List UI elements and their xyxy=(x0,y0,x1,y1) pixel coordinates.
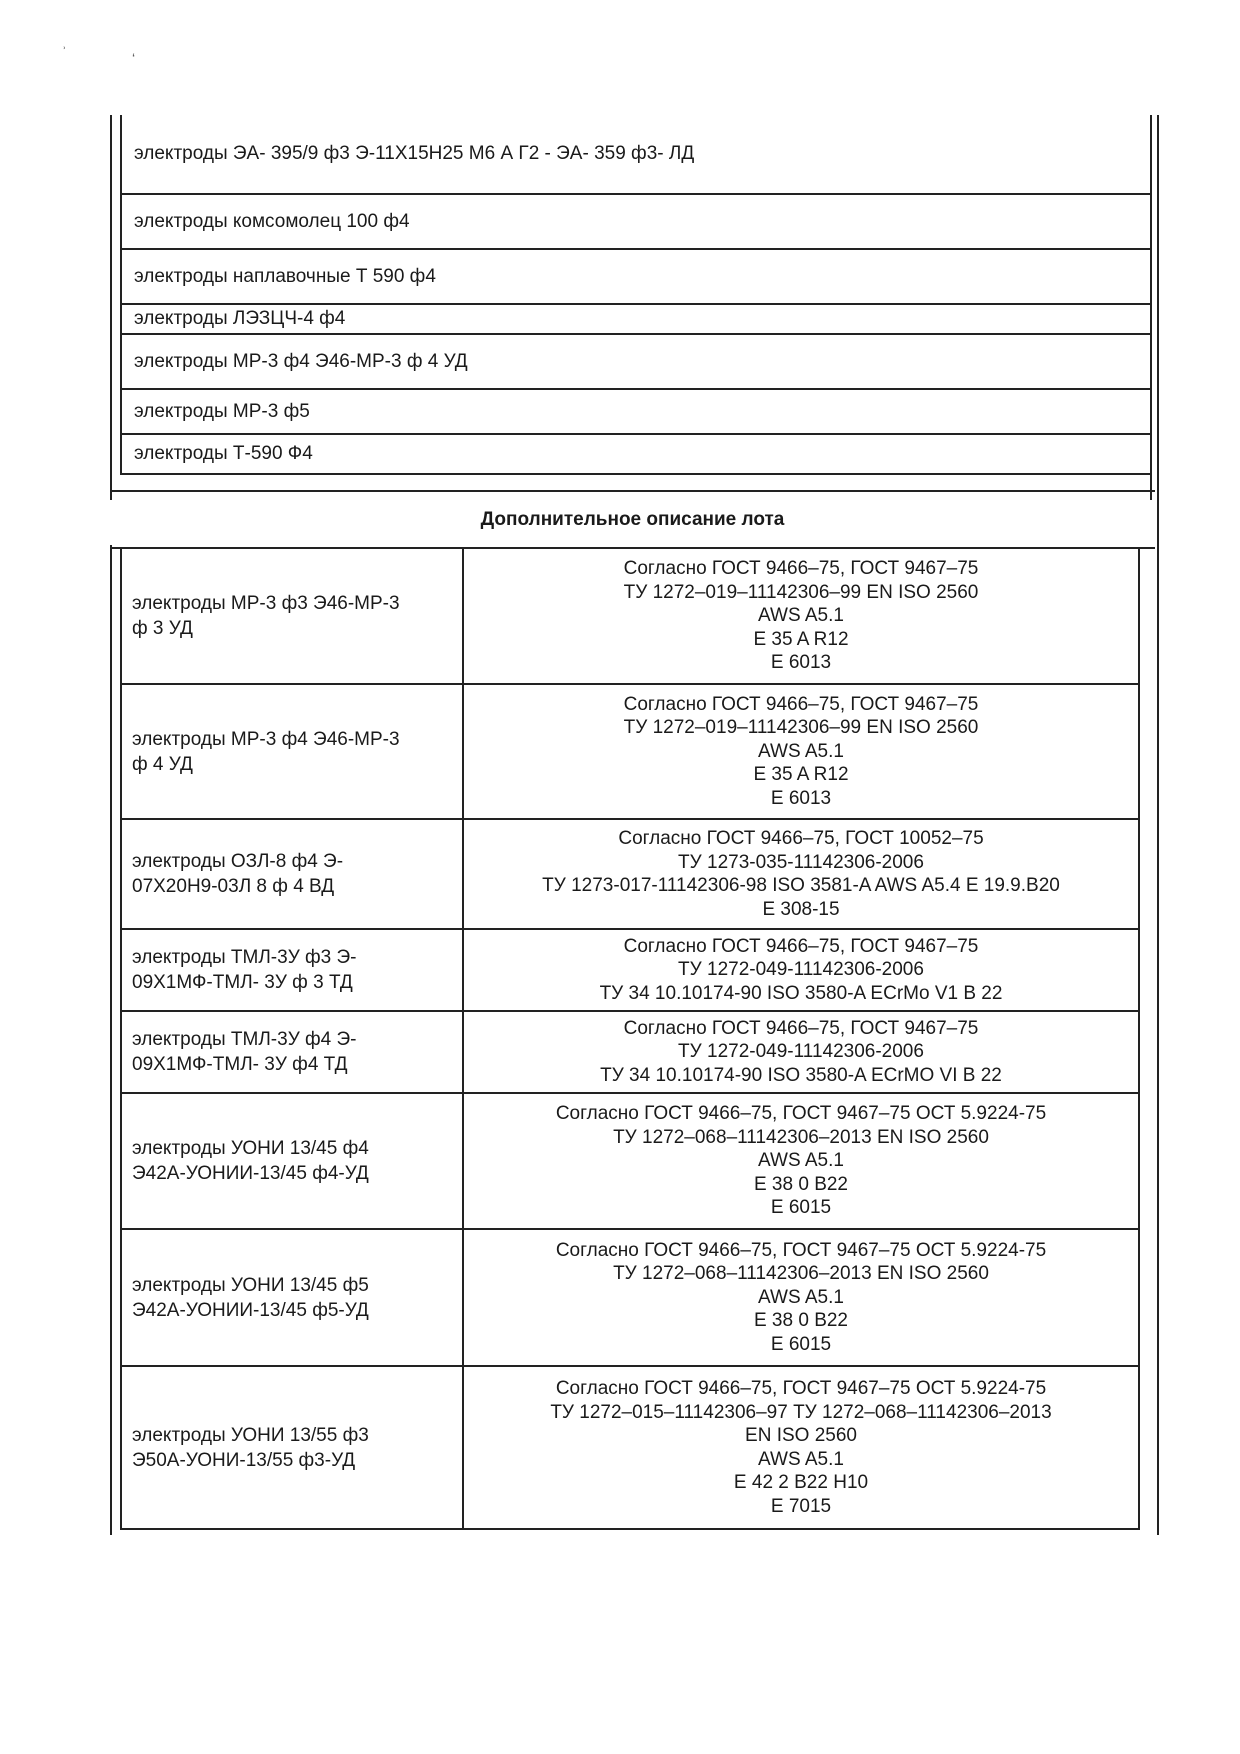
frame-line-left-lower xyxy=(110,545,112,1535)
electrode-name-cell: электроды УОНИ 13/55 ф3 Э50А-УОНИ-13/55 ф3-УД xyxy=(121,1366,463,1529)
frame-line-right-outer xyxy=(1157,115,1159,1535)
electrode-name-cell: электроды ТМЛ-3У ф3 Э- 09Х1МФ-ТМЛ- 3У ф 3 ТД xyxy=(121,929,463,1011)
scan-mark: ʾ xyxy=(62,44,67,60)
table-row xyxy=(121,1229,1139,1366)
standards-cell: Согласно ГОСТ 9466–75, ГОСТ 9467–75 ТУ 1272-049-11142306-2006 ТУ 34 10.10174-90 ISO 3580-A ECrMo V1 B 22 xyxy=(463,929,1139,1011)
table-row xyxy=(121,684,1139,819)
electrode-name-cell: электроды МР-3 ф4 Э46-МР-3 ф 4 УД xyxy=(121,684,463,819)
electrode-list xyxy=(120,115,1152,475)
standards-cell: Согласно ГОСТ 9466–75, ГОСТ 10052–75 ТУ 1273-035-11142306-2006 ТУ 1273-017-11142306-98 ISO 3581-A AWS A5.4 E 19.9.B20 E 308-15 xyxy=(463,819,1139,929)
electrode-name-cell: электроды УОНИ 13/45 ф5 Э42А-УОНИИ-13/45 ф5-УД xyxy=(121,1229,463,1366)
table-row xyxy=(121,1093,1139,1229)
table-row xyxy=(121,819,1139,929)
electrode-name-cell: электроды ОЗЛ-8 ф4 Э- 07Х20Н9-03Л 8 ф 4 ВД xyxy=(121,819,463,929)
standards-cell: Согласно ГОСТ 9466–75, ГОСТ 9467–75 ОСТ 5.9224-75 ТУ 1272–015–11142306–97 ТУ 1272–068–11142306–2013 EN ISO 2560 AWS A5.1 E 42 2 B22 H10 E 7015 xyxy=(463,1366,1139,1529)
standards-cell: Согласно ГОСТ 9466–75, ГОСТ 9467–75 ТУ 1272-049-11142306-2006 ТУ 34 10.10174-90 ISO 3580-A ECrMO VI B 22 xyxy=(463,1011,1139,1093)
list-item: электроды Т-590 Ф4 xyxy=(122,435,1150,475)
table-row xyxy=(121,1366,1139,1529)
list-item: электроды комсомолец 100 ф4 xyxy=(122,195,1150,250)
table-row xyxy=(121,1011,1139,1093)
standards-cell: Согласно ГОСТ 9466–75, ГОСТ 9467–75 ТУ 1272–019–11142306–99 EN ISO 2560 AWS A5.1 E 35 A R12 E 6013 xyxy=(463,548,1139,684)
frame-line-left xyxy=(110,115,112,500)
table-row xyxy=(121,548,1139,684)
scan-mark: ‘ xyxy=(132,50,136,66)
list-item: электроды наплавочные Т 590 ф4 xyxy=(122,250,1150,305)
list-item: электроды МР-3 ф4 Э46-МР-3 ф 4 УД xyxy=(122,335,1150,390)
standards-cell: Согласно ГОСТ 9466–75, ГОСТ 9467–75 ОСТ 5.9224-75 ТУ 1272–068–11142306–2013 EN ISO 2560 AWS A5.1 E 38 0 B22 E 6015 xyxy=(463,1229,1139,1366)
standards-cell: Согласно ГОСТ 9466–75, ГОСТ 9467–75 ТУ 1272–019–11142306–99 EN ISO 2560 AWS A5.1 E 35 A R12 E 6013 xyxy=(463,684,1139,819)
list-item: электроды МР-3 ф5 xyxy=(122,390,1150,435)
electrode-name-cell: электроды МР-3 ф3 Э46-МР-3 ф 3 УД xyxy=(121,548,463,684)
lot-description-table xyxy=(120,547,1140,1530)
section-title: Дополнительное описание лота xyxy=(110,490,1155,549)
list-item: электроды ЭА- 395/9 ф3 Э-11Х15Н25 М6 А Г2 - ЭА- 359 ф3- ЛД xyxy=(122,115,1150,195)
electrode-name-cell: электроды УОНИ 13/45 ф4 Э42А-УОНИИ-13/45 ф4-УД xyxy=(121,1093,463,1229)
table-row xyxy=(121,929,1139,1011)
standards-cell: Согласно ГОСТ 9466–75, ГОСТ 9467–75 ОСТ 5.9224-75 ТУ 1272–068–11142306–2013 EN ISO 2560 AWS A5.1 E 38 0 B22 E 6015 xyxy=(463,1093,1139,1229)
list-item: электроды ЛЭЗЦЧ-4 ф4 xyxy=(122,305,1150,335)
electrode-name-cell: электроды ТМЛ-3У ф4 Э- 09Х1МФ-ТМЛ- 3У ф4 ТД xyxy=(121,1011,463,1093)
